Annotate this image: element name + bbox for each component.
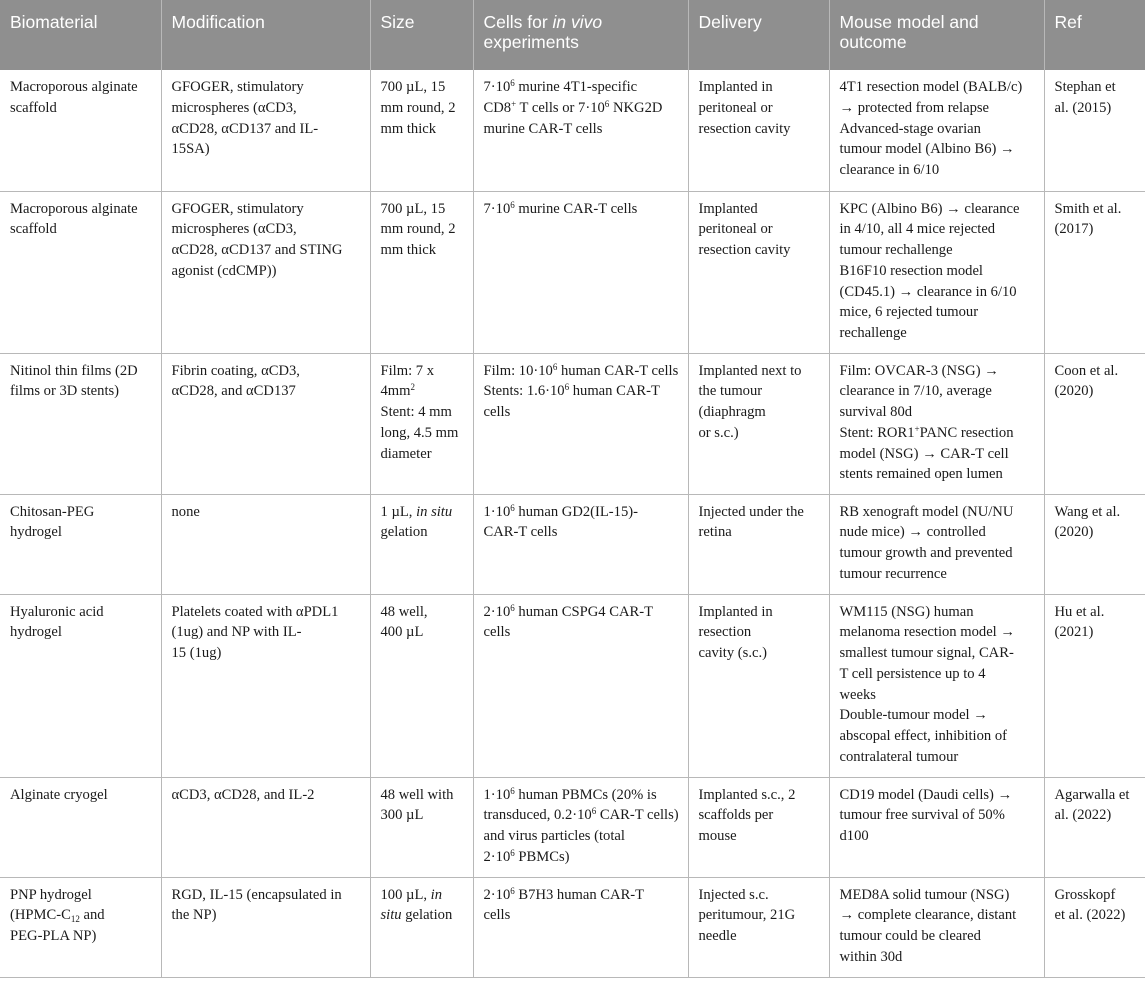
header-modification: Modification xyxy=(161,0,370,70)
cell-cells: $1\cdot 10^6$ human GD2(IL-15)- CAR-T cells xyxy=(473,494,688,594)
cell-ref: Stephan et al. (2015) xyxy=(1044,70,1145,191)
header-cells xyxy=(473,0,688,70)
cell-biomaterial: Macroporous alginate scaffold xyxy=(0,70,161,191)
cell-ref: Grosskopf et al. (2022) xyxy=(1044,877,1145,977)
cell-biomaterial: Chitosan-PEG hydrogel xyxy=(0,494,161,594)
cell-cells: $1\cdot 10^6$ human PBMCs (20% is transduced, $0.2\cdot 10^6$ CAR-T cells) and virus particles (total $2\cdot 10^6$ PBMCs) xyxy=(473,777,688,877)
cell-biomaterial: Hyaluronic acid hydrogel xyxy=(0,594,161,777)
cell-size: 1 µL, in situ gelation xyxy=(370,494,473,594)
header-size: Size xyxy=(370,0,473,70)
header-mouse-model xyxy=(829,0,1044,70)
cell-size: 100 µL, in situ gelation xyxy=(370,877,473,977)
cell-size: 700 µL, 15 mm round, 2 mm thick xyxy=(370,191,473,353)
cell-outcome: 4T1 resection model (BALB/c) → protected from relapse Advanced-stage ovarian tumour model (Albino B6) → clearance in 6/10 xyxy=(829,70,1044,191)
cell-size: 48 well, 400 µL xyxy=(370,594,473,777)
header-delivery: Delivery xyxy=(688,0,829,70)
cell-ref: Agarwalla et al. (2022) xyxy=(1044,777,1145,877)
table-row xyxy=(0,877,1145,977)
cell-outcome: KPC (Albino B6) → clearance in 4/10, all 4 mice rejected tumour rechallenge B16F10 resection model (CD45.1) → clearance in 6/10 mice, 6 rejected tumour rechallenge xyxy=(829,191,1044,353)
cell-ref: Wang et al. (2020) xyxy=(1044,494,1145,594)
header-cells-italic: in vivo xyxy=(552,12,603,32)
cell-outcome: WM115 (NSG) human melanoma resection model → smallest tumour signal, CAR- T cell persistence up to 4 weeks Double-tumour model → abscopal effect, inhibition of contralateral tumour xyxy=(829,594,1044,777)
cell-cells: $7\cdot 10^6$ murine 4T1-specific CD8+ T cells or $7\cdot 10^6$ NKG2D murine CAR-T cells xyxy=(473,70,688,191)
cell-modification: αCD3, αCD28, and IL-2 xyxy=(161,777,370,877)
cell-delivery: Implanted next to the tumour (diaphragm or s.c.) xyxy=(688,353,829,494)
table-row xyxy=(0,353,1145,494)
table-row xyxy=(0,494,1145,594)
cell-cells: $2\cdot 10^6$ human CSPG4 CAR-T cells xyxy=(473,594,688,777)
cell-outcome: Film: OVCAR-3 (NSG) → clearance in 7/10, average survival 80d Stent: ROR1+PANC resection model (NSG) → CAR-T cell stents remained open lumen xyxy=(829,353,1044,494)
cell-modification: RGD, IL-15 (encapsulated in the NP) xyxy=(161,877,370,977)
cell-modification: Fibrin coating, αCD3, αCD28, and αCD137 xyxy=(161,353,370,494)
cell-cells: $2\cdot 10^6$ B7H3 human CAR-T cells xyxy=(473,877,688,977)
cell-biomaterial: PNP hydrogel ($HPMC-C_{12}$ and PEG-PLA NP) xyxy=(0,877,161,977)
header-biomaterial: Biomaterial xyxy=(0,0,161,70)
cell-delivery: Implanted in resection cavity (s.c.) xyxy=(688,594,829,777)
cell-ref: Smith et al. (2017) xyxy=(1044,191,1145,353)
cell-modification: GFOGER, stimulatory microspheres (αCD3, αCD28, αCD137 and IL- 15SA) xyxy=(161,70,370,191)
table-row xyxy=(0,191,1145,353)
table-row xyxy=(0,594,1145,777)
header-mouse-line1: Mouse model and xyxy=(839,12,979,32)
cell-size: 48 well with 300 µL xyxy=(370,777,473,877)
cell-modification: GFOGER, stimulatory microspheres (αCD3, αCD28, αCD137 and STING agonist (cdCMP)) xyxy=(161,191,370,353)
header-row xyxy=(0,0,1145,70)
cell-delivery: Implanted s.c., 2 scaffolds per mouse xyxy=(688,777,829,877)
cell-cells: $7\cdot 10^6$ murine CAR-T cells xyxy=(473,191,688,353)
cell-ref: Coon et al. (2020) xyxy=(1044,353,1145,494)
header-mouse-line2: outcome xyxy=(839,32,907,52)
cell-ref: Hu et al. (2021) xyxy=(1044,594,1145,777)
cell-delivery: Injected s.c. peritumour, 21G needle xyxy=(688,877,829,977)
cell-delivery: Injected under the retina xyxy=(688,494,829,594)
cell-biomaterial: Alginate cryogel xyxy=(0,777,161,877)
header-cells-text: Cells for xyxy=(483,12,553,32)
cell-delivery: Implanted peritoneal or resection cavity xyxy=(688,191,829,353)
cell-cells: Film: $10\cdot 10^6$ human CAR-T cells Stents: $1.6\cdot 10^6$ human CAR-T cells xyxy=(473,353,688,494)
cell-size: Film: 7 x $4mm^2$ Stent: 4 mm long, 4.5 mm diameter xyxy=(370,353,473,494)
cell-size: 700 µL, 15 mm round, 2 mm thick xyxy=(370,70,473,191)
table-row xyxy=(0,777,1145,877)
table-row xyxy=(0,70,1145,191)
cell-outcome: CD19 model (Daudi cells) → tumour free survival of 50% d100 xyxy=(829,777,1044,877)
cell-outcome: RB xenograft model (NU/NU nude mice) → controlled tumour growth and prevented tumour recurrence xyxy=(829,494,1044,594)
cell-delivery: Implanted in peritoneal or resection cavity xyxy=(688,70,829,191)
cell-modification: none xyxy=(161,494,370,594)
cell-biomaterial: Nitinol thin films (2D films or 3D stents) xyxy=(0,353,161,494)
cell-outcome: MED8A solid tumour (NSG) → complete clearance, distant tumour could be cleared within 30d xyxy=(829,877,1044,977)
cell-biomaterial: Macroporous alginate scaffold xyxy=(0,191,161,353)
header-ref: Ref xyxy=(1044,0,1145,70)
header-cells-line2: experiments xyxy=(483,32,579,52)
cell-modification: Platelets coated with αPDL1 (1ug) and NP with IL- 15 (1ug) xyxy=(161,594,370,777)
